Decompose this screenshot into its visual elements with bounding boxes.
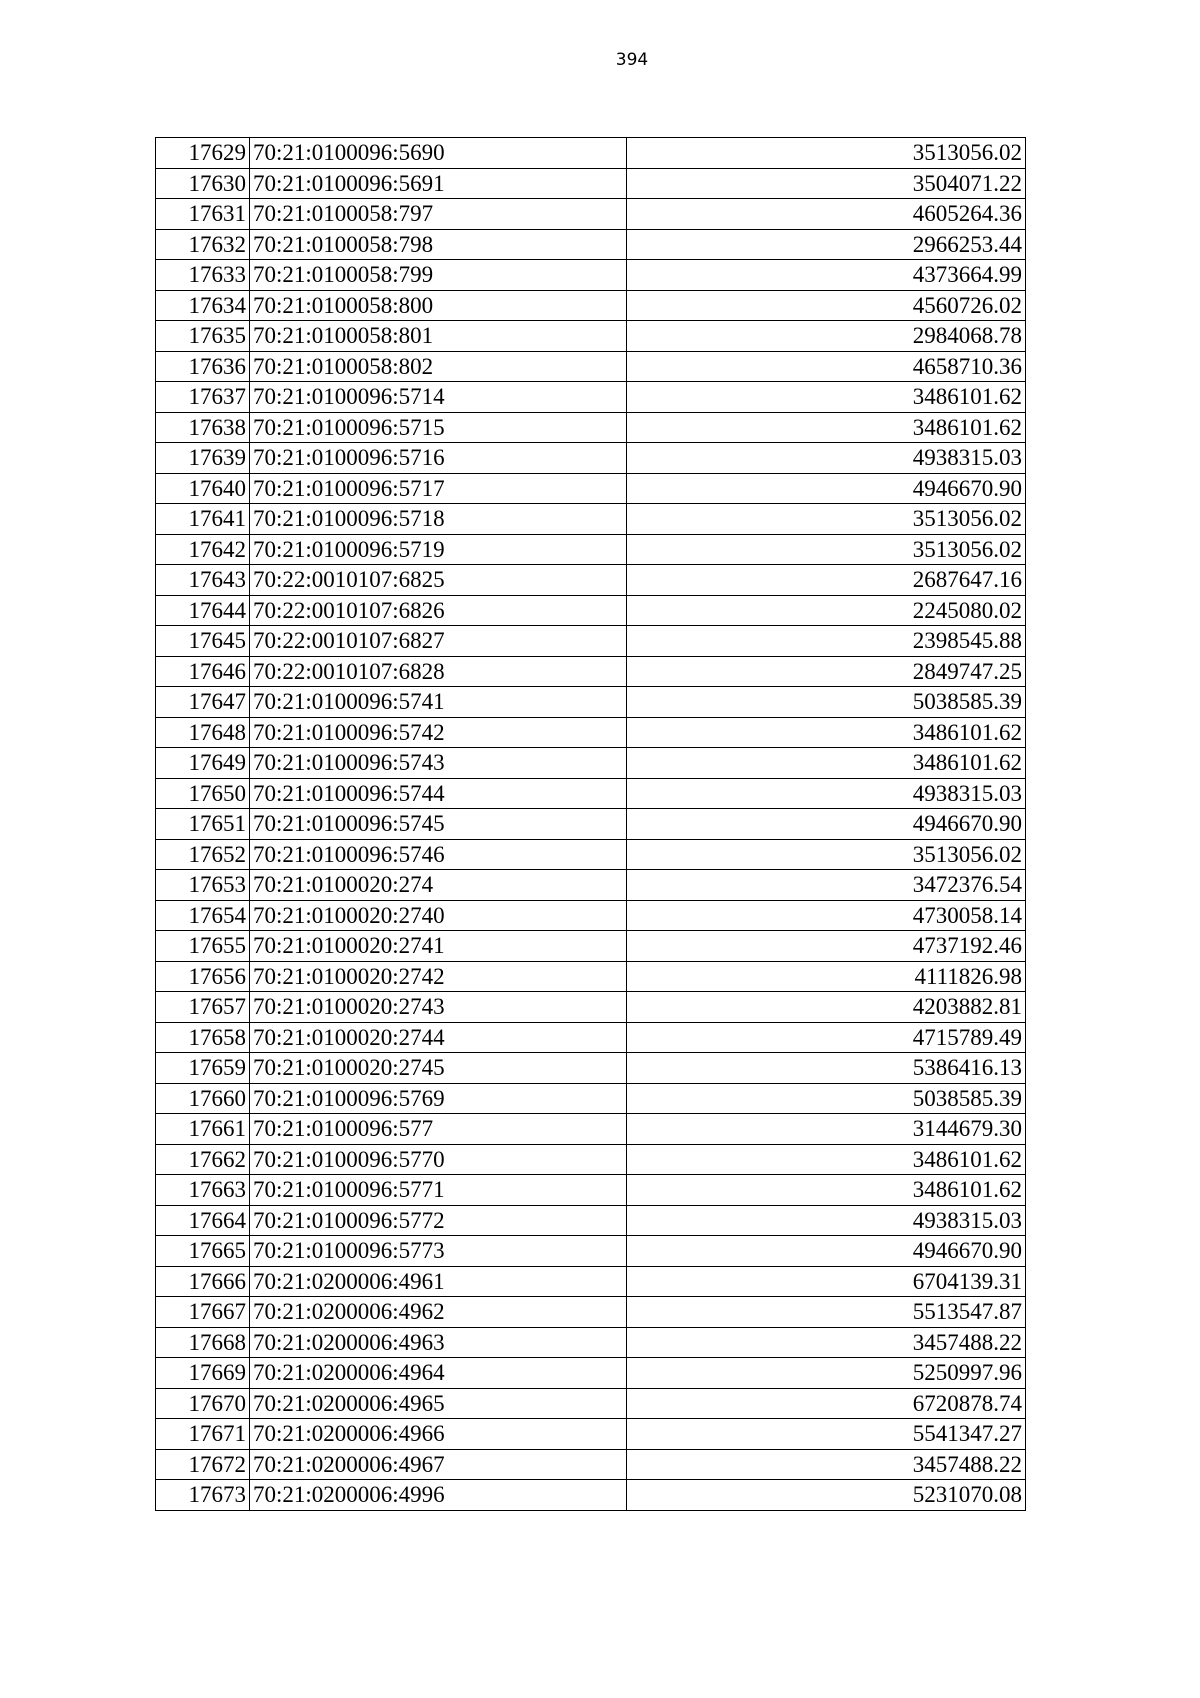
cadastral-number-cell: 70:22:0010107:6825 — [250, 565, 627, 596]
row-number-cell: 17648 — [156, 717, 250, 748]
table-row — [156, 778, 1026, 809]
row-number-cell: 17630 — [156, 168, 250, 199]
row-number-cell: 17657 — [156, 992, 250, 1023]
value-cell: 5386416.13 — [627, 1053, 1026, 1084]
row-number-cell: 17654 — [156, 900, 250, 931]
value-cell: 2966253.44 — [627, 229, 1026, 260]
row-number-cell: 17650 — [156, 778, 250, 809]
row-number-cell: 17659 — [156, 1053, 250, 1084]
table-row — [156, 1449, 1026, 1480]
row-number-cell: 17669 — [156, 1358, 250, 1389]
row-number-cell: 17635 — [156, 321, 250, 352]
value-cell: 4715789.49 — [627, 1022, 1026, 1053]
row-number-cell: 17673 — [156, 1480, 250, 1511]
row-number-cell: 17667 — [156, 1297, 250, 1328]
row-number-cell: 17668 — [156, 1327, 250, 1358]
cadastral-number-cell: 70:21:0100096:5741 — [250, 687, 627, 718]
cadastral-number-cell: 70:21:0100020:2742 — [250, 961, 627, 992]
cadastral-number-cell: 70:21:0100020:2740 — [250, 900, 627, 931]
value-cell: 4737192.46 — [627, 931, 1026, 962]
table-row — [156, 748, 1026, 779]
table-row — [156, 1114, 1026, 1145]
table-row — [156, 473, 1026, 504]
row-number-cell: 17629 — [156, 138, 250, 169]
row-number-cell: 17664 — [156, 1205, 250, 1236]
value-cell: 3486101.62 — [627, 1144, 1026, 1175]
table-row — [156, 168, 1026, 199]
row-number-cell: 17651 — [156, 809, 250, 840]
value-cell: 3486101.62 — [627, 382, 1026, 413]
value-cell: 4560726.02 — [627, 290, 1026, 321]
cadastral-number-cell: 70:21:0100096:5744 — [250, 778, 627, 809]
row-number-cell: 17638 — [156, 412, 250, 443]
value-cell: 2687647.16 — [627, 565, 1026, 596]
row-number-cell: 17647 — [156, 687, 250, 718]
table-row — [156, 1205, 1026, 1236]
table-row — [156, 351, 1026, 382]
cadastral-number-cell: 70:21:0100096:5771 — [250, 1175, 627, 1206]
row-number-cell: 17631 — [156, 199, 250, 230]
cadastral-number-cell: 70:21:0100058:797 — [250, 199, 627, 230]
row-number-cell: 17663 — [156, 1175, 250, 1206]
value-cell: 3486101.62 — [627, 748, 1026, 779]
table-row — [156, 565, 1026, 596]
table-row — [156, 656, 1026, 687]
value-cell: 3486101.62 — [627, 1175, 1026, 1206]
value-cell: 4373664.99 — [627, 260, 1026, 291]
table-row — [156, 229, 1026, 260]
table-row — [156, 595, 1026, 626]
table-row — [156, 992, 1026, 1023]
row-number-cell: 17670 — [156, 1388, 250, 1419]
row-number-cell: 17649 — [156, 748, 250, 779]
row-number-cell: 17637 — [156, 382, 250, 413]
table-row — [156, 504, 1026, 535]
table-row — [156, 961, 1026, 992]
cadastral-number-cell: 70:21:0100020:2741 — [250, 931, 627, 962]
table-row — [156, 839, 1026, 870]
value-cell: 5038585.39 — [627, 1083, 1026, 1114]
cadastral-number-cell: 70:21:0100020:2745 — [250, 1053, 627, 1084]
cadastral-number-cell: 70:21:0100020:274 — [250, 870, 627, 901]
value-cell: 2984068.78 — [627, 321, 1026, 352]
cadastral-number-cell: 70:21:0200006:4963 — [250, 1327, 627, 1358]
value-cell: 4111826.98 — [627, 961, 1026, 992]
row-number-cell: 17645 — [156, 626, 250, 657]
value-cell: 3144679.30 — [627, 1114, 1026, 1145]
value-cell: 3486101.62 — [627, 412, 1026, 443]
cadastral-number-cell: 70:21:0100096:5743 — [250, 748, 627, 779]
row-number-cell: 17639 — [156, 443, 250, 474]
row-number-cell: 17662 — [156, 1144, 250, 1175]
table-body — [156, 138, 1026, 1511]
table-row — [156, 382, 1026, 413]
row-number-cell: 17658 — [156, 1022, 250, 1053]
cadastral-number-cell: 70:22:0010107:6826 — [250, 595, 627, 626]
value-cell: 2245080.02 — [627, 595, 1026, 626]
value-cell: 4946670.90 — [627, 473, 1026, 504]
row-number-cell: 17632 — [156, 229, 250, 260]
value-cell: 3513056.02 — [627, 534, 1026, 565]
cadastral-number-cell: 70:21:0100096:5772 — [250, 1205, 627, 1236]
data-table — [155, 137, 1026, 1511]
cadastral-number-cell: 70:21:0200006:4966 — [250, 1419, 627, 1450]
cadastral-number-cell: 70:21:0100058:798 — [250, 229, 627, 260]
cadastral-number-cell: 70:21:0100096:577 — [250, 1114, 627, 1145]
value-cell: 4730058.14 — [627, 900, 1026, 931]
table-row — [156, 1297, 1026, 1328]
cadastral-number-cell: 70:21:0100096:5745 — [250, 809, 627, 840]
table-row — [156, 1266, 1026, 1297]
cadastral-number-cell: 70:21:0200006:4964 — [250, 1358, 627, 1389]
cadastral-number-cell: 70:21:0100096:5717 — [250, 473, 627, 504]
value-cell: 4938315.03 — [627, 778, 1026, 809]
row-number-cell: 17665 — [156, 1236, 250, 1267]
cadastral-number-cell: 70:21:0200006:4967 — [250, 1449, 627, 1480]
value-cell: 3504071.22 — [627, 168, 1026, 199]
row-number-cell: 17656 — [156, 961, 250, 992]
cadastral-number-cell: 70:21:0100096:5691 — [250, 168, 627, 199]
table-row — [156, 1388, 1026, 1419]
cadastral-number-cell: 70:21:0100096:5746 — [250, 839, 627, 870]
value-cell: 6704139.31 — [627, 1266, 1026, 1297]
table-row — [156, 412, 1026, 443]
row-number-cell: 17642 — [156, 534, 250, 565]
row-number-cell: 17666 — [156, 1266, 250, 1297]
cadastral-number-cell: 70:21:0100096:5718 — [250, 504, 627, 535]
value-cell: 4605264.36 — [627, 199, 1026, 230]
table-row — [156, 809, 1026, 840]
row-number-cell: 17644 — [156, 595, 250, 626]
table-row — [156, 199, 1026, 230]
table-row — [156, 717, 1026, 748]
value-cell: 4946670.90 — [627, 809, 1026, 840]
row-number-cell: 17641 — [156, 504, 250, 535]
cadastral-number-cell: 70:21:0100020:2743 — [250, 992, 627, 1023]
table-row — [156, 260, 1026, 291]
row-number-cell: 17636 — [156, 351, 250, 382]
value-cell: 3513056.02 — [627, 504, 1026, 535]
row-number-cell: 17643 — [156, 565, 250, 596]
row-number-cell: 17655 — [156, 931, 250, 962]
cadastral-number-cell: 70:21:0100096:5769 — [250, 1083, 627, 1114]
table-row — [156, 1236, 1026, 1267]
table-row — [156, 1480, 1026, 1511]
cadastral-number-cell: 70:21:0100058:802 — [250, 351, 627, 382]
cadastral-number-cell: 70:21:0100058:800 — [250, 290, 627, 321]
value-cell: 5250997.96 — [627, 1358, 1026, 1389]
value-cell: 4938315.03 — [627, 443, 1026, 474]
cadastral-number-cell: 70:21:0100096:5773 — [250, 1236, 627, 1267]
row-number-cell: 17671 — [156, 1419, 250, 1450]
value-cell: 3486101.62 — [627, 717, 1026, 748]
value-cell: 4658710.36 — [627, 351, 1026, 382]
cadastral-number-cell: 70:21:0100058:801 — [250, 321, 627, 352]
value-cell: 3513056.02 — [627, 839, 1026, 870]
table-row — [156, 626, 1026, 657]
value-cell: 3457488.22 — [627, 1449, 1026, 1480]
table-row — [156, 900, 1026, 931]
table-row — [156, 1083, 1026, 1114]
table-row — [156, 870, 1026, 901]
value-cell: 6720878.74 — [627, 1388, 1026, 1419]
row-number-cell: 17660 — [156, 1083, 250, 1114]
row-number-cell: 17653 — [156, 870, 250, 901]
cadastral-number-cell: 70:21:0200006:4996 — [250, 1480, 627, 1511]
cadastral-number-cell: 70:21:0100096:5770 — [250, 1144, 627, 1175]
table-row — [156, 1144, 1026, 1175]
cadastral-number-cell: 70:22:0010107:6828 — [250, 656, 627, 687]
table-row — [156, 321, 1026, 352]
row-number-cell: 17652 — [156, 839, 250, 870]
value-cell: 3457488.22 — [627, 1327, 1026, 1358]
table-row — [156, 1419, 1026, 1450]
table-row — [156, 138, 1026, 169]
cadastral-number-cell: 70:21:0100096:5719 — [250, 534, 627, 565]
row-number-cell: 17634 — [156, 290, 250, 321]
cadastral-number-cell: 70:21:0100096:5714 — [250, 382, 627, 413]
value-cell: 5513547.87 — [627, 1297, 1026, 1328]
row-number-cell: 17672 — [156, 1449, 250, 1480]
table-row — [156, 1358, 1026, 1389]
cadastral-number-cell: 70:21:0200006:4962 — [250, 1297, 627, 1328]
page-number: 394 — [615, 50, 649, 70]
cadastral-number-cell: 70:21:0100096:5690 — [250, 138, 627, 169]
table-row — [156, 687, 1026, 718]
value-cell: 2849747.25 — [627, 656, 1026, 687]
row-number-cell: 17640 — [156, 473, 250, 504]
value-cell: 2398545.88 — [627, 626, 1026, 657]
row-number-cell: 17661 — [156, 1114, 250, 1145]
table-row — [156, 931, 1026, 962]
table-row — [156, 1327, 1026, 1358]
cadastral-number-cell: 70:21:0100096:5742 — [250, 717, 627, 748]
table-row — [156, 1053, 1026, 1084]
cadastral-number-cell: 70:21:0200006:4961 — [250, 1266, 627, 1297]
table-row — [156, 1175, 1026, 1206]
cadastral-number-cell: 70:21:0100020:2744 — [250, 1022, 627, 1053]
cadastral-number-cell: 70:21:0100058:799 — [250, 260, 627, 291]
value-cell: 3513056.02 — [627, 138, 1026, 169]
table-row — [156, 443, 1026, 474]
value-cell: 3472376.54 — [627, 870, 1026, 901]
value-cell: 5541347.27 — [627, 1419, 1026, 1450]
cadastral-number-cell: 70:21:0100096:5716 — [250, 443, 627, 474]
cadastral-number-cell: 70:21:0200006:4965 — [250, 1388, 627, 1419]
table-row — [156, 290, 1026, 321]
table-row — [156, 534, 1026, 565]
row-number-cell: 17646 — [156, 656, 250, 687]
row-number-cell: 17633 — [156, 260, 250, 291]
table-row — [156, 1022, 1026, 1053]
value-cell: 4203882.81 — [627, 992, 1026, 1023]
value-cell: 4938315.03 — [627, 1205, 1026, 1236]
value-cell: 5038585.39 — [627, 687, 1026, 718]
cadastral-number-cell: 70:22:0010107:6827 — [250, 626, 627, 657]
value-cell: 5231070.08 — [627, 1480, 1026, 1511]
cadastral-number-cell: 70:21:0100096:5715 — [250, 412, 627, 443]
value-cell: 4946670.90 — [627, 1236, 1026, 1267]
